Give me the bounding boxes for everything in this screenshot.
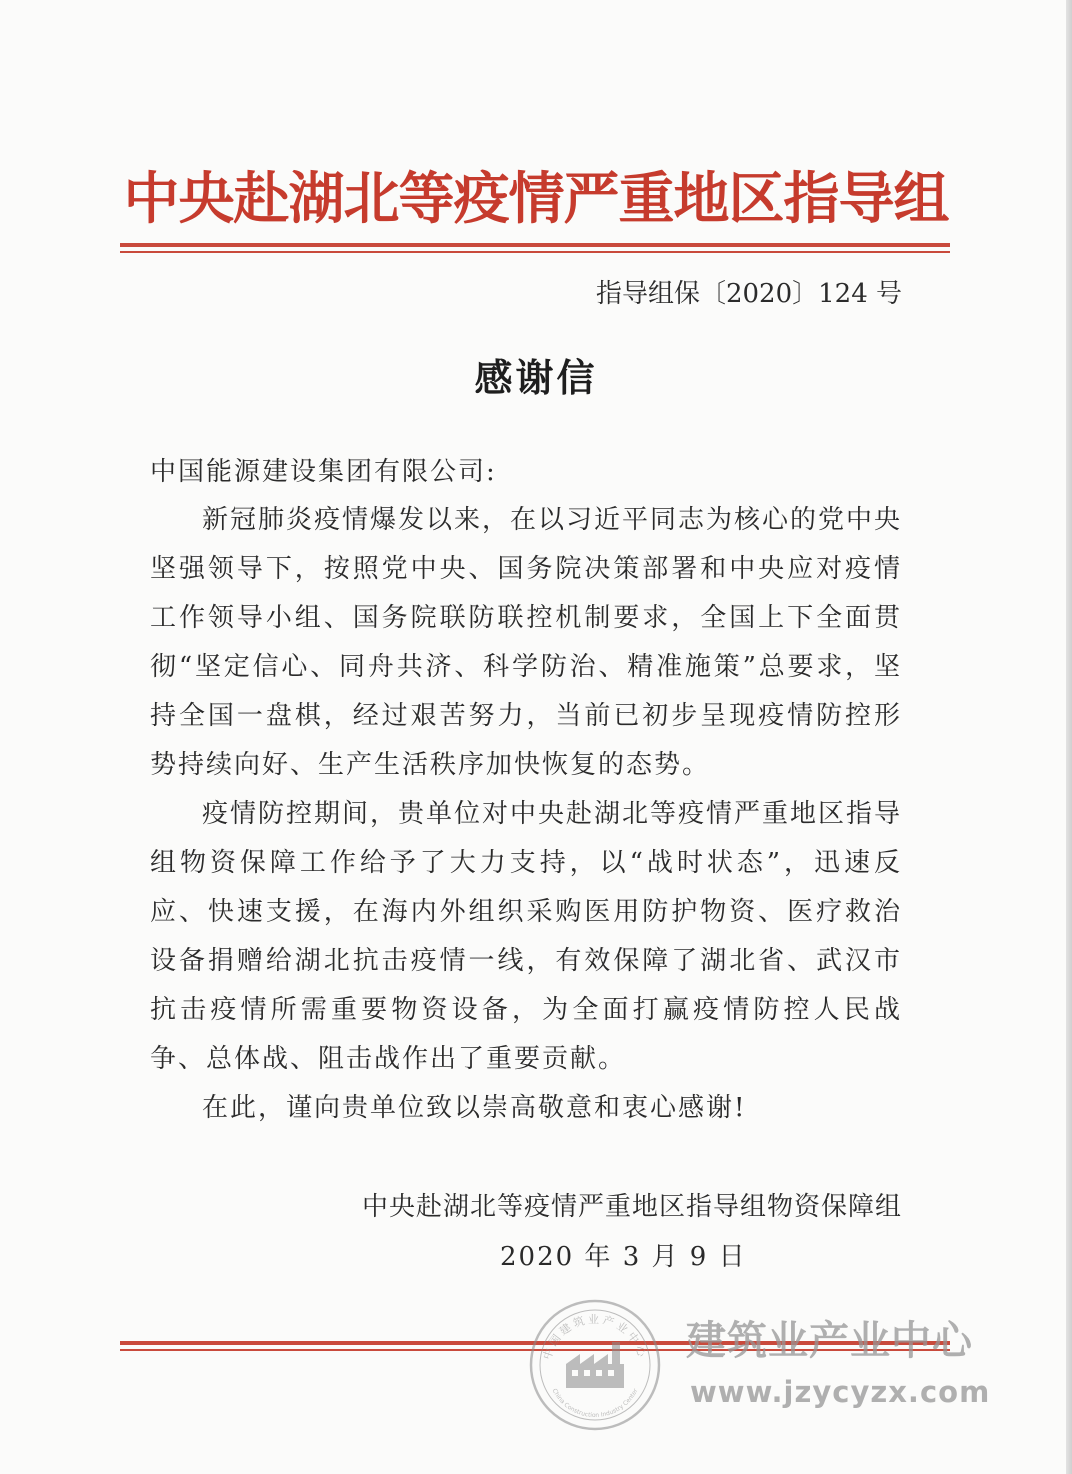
seal-arc-text-en: China Construction Industry Center <box>550 1387 640 1420</box>
letter-date: 2020 年 3 月 9 日 <box>500 1242 747 1272</box>
body-paragraph: 疫情防控期间，贵单位对中央赴湖北等疫情严重地区指导组物资保障工作给予了大力支持，以“战时状态”，迅速反应、快速支援，在海内外组织采购医用防护物资、医疗救治设备捐赠给湖北抗击疫情一线，有效保障了湖北省、武汉市抗击疫情所需重要物资设备，为全面打赢疫情防控人民战争、总体战、阻击战作出了重要贡献。 <box>150 799 903 1074</box>
header-rule-thick <box>120 243 950 247</box>
document-number: 指导组保〔2020〕124 号 <box>595 279 902 309</box>
letter-body <box>150 496 902 1133</box>
body-paragraph: 在此，谨向贵单位致以崇高敬意和衷心感谢! <box>202 1093 747 1123</box>
seal-arc-text: 中国建筑业产业中心 <box>540 1313 650 1362</box>
factory-icon <box>566 1342 624 1388</box>
letter-title: 感谢信 <box>474 355 598 400</box>
body-paragraph: 新冠肺炎疫情爆发以来，在以习近平同志为核心的党中央坚强领导下，按照党中央、国务院决策部署和中央应对疫情工作领导小组、国务院联防联控机制要求，全国上下全面贯彻“坚定信心、同舟共济、科学防治、精准施策”总要求，坚持全国一盘棋，经过艰苦努力，当前已初步呈现疫情防控形势持续向好、生产生活秩序加快恢复的态势。 <box>150 505 903 780</box>
svg-text:China Construction Industry Ce <box>551 1387 640 1419</box>
header-rule-thin <box>120 251 950 253</box>
watermark-seal-logo <box>528 1298 662 1432</box>
issuing-organization-header: 中央赴湖北等疫情严重地区指导组 <box>123 167 949 232</box>
salutation: 中国能源建设集团有限公司: <box>150 457 497 487</box>
watermark-website-url: www.jzycyzx.com <box>690 1375 991 1409</box>
svg-text:中国建筑业产业中心 <box>540 1312 650 1361</box>
watermark-organization-name: 建筑业产业中心 <box>686 1318 973 1364</box>
signature-organization: 中央赴湖北等疫情严重地区指导组物资保障组 <box>361 1192 902 1222</box>
